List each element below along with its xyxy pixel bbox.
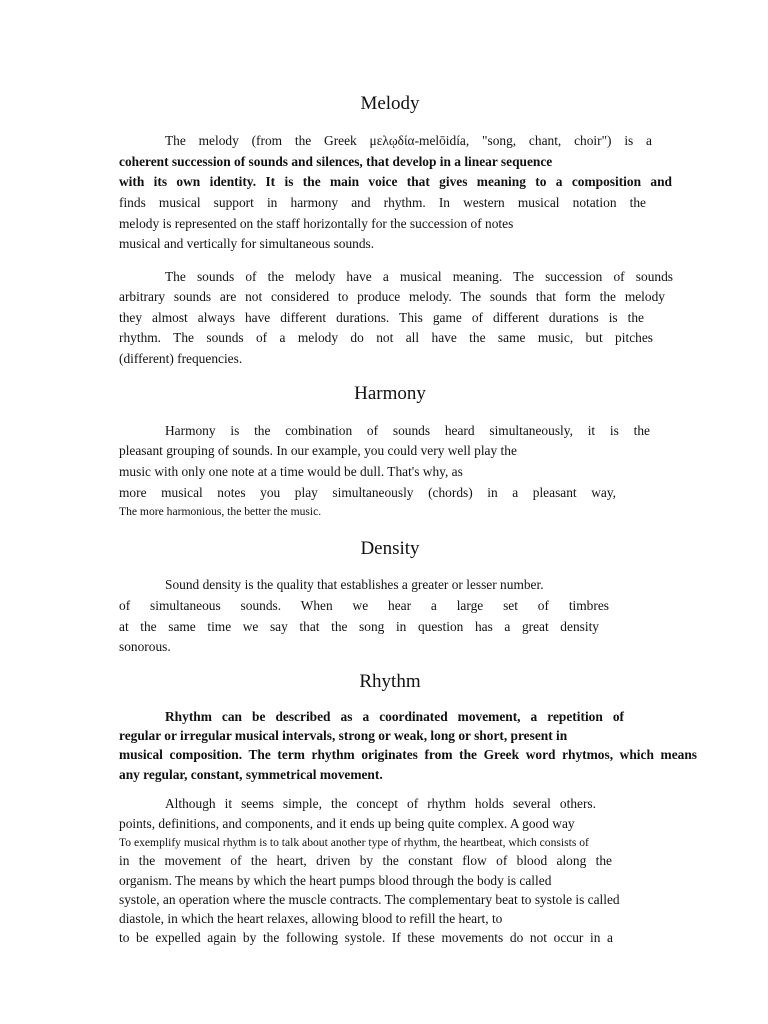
paragraph-line: The melody (from the Greek μελῳδία-melōidía, "song, chant, choir") is a — [165, 133, 652, 148]
paragraph-line: Although it seems simple, the concept of rhythm holds several others. — [165, 796, 596, 811]
paragraph-line: To exemplify musical rhythm is to talk about another type of rhythm, the heartbeat, which consists of — [119, 836, 589, 849]
harmony-heading: Harmony — [354, 383, 426, 404]
paragraph-line: The sounds of the melody have a musical meaning. The succession of sounds — [165, 269, 673, 284]
rhythm-heading: Rhythm — [359, 671, 421, 692]
paragraph-line: musical and vertically for simultaneous sounds. — [119, 236, 375, 251]
paragraph-line: sonorous. — [119, 639, 171, 654]
paragraph-line: diastole, in which the heart relaxes, allowing blood to refill the heart, to — [119, 911, 503, 926]
paragraph-line: Harmony is the combination of sounds heard simultaneously, it is the — [165, 423, 650, 438]
paragraph-line: musical composition. The term rhythm originates from the Greek word rhytmos, which means — [119, 747, 697, 762]
paragraph-line: pleasant grouping of sounds. In our example, you could very well play the — [119, 443, 517, 458]
paragraph-line: to be expelled again by the following systole. If these movements do not occur in a — [119, 930, 613, 945]
melody-heading: Melody — [360, 93, 420, 114]
paragraph-line: finds musical support in harmony and rhythm. In western musical notation the — [119, 195, 646, 210]
paragraph-line: Rhythm can be described as a coordinated movement, a repetition of — [165, 709, 624, 724]
paragraph-line: rhythm. The sounds of a melody do not all have the same music, but pitches — [119, 330, 653, 345]
paragraph-line: organism. The means by which the heart pumps blood through the body is called — [119, 873, 552, 888]
paragraph-line: they almost always have different durations. This game of different durations is the — [119, 310, 644, 325]
paragraph-line: (different) frequencies. — [119, 351, 243, 366]
paragraph-line: points, definitions, and components, and it ends up being quite complex. A good way — [119, 816, 575, 831]
paragraph-line: coherent succession of sounds and silences, that develop in a linear sequence — [119, 154, 553, 169]
density-heading: Density — [360, 538, 420, 559]
paragraph-line: regular or irregular musical intervals, strong or weak, long or short, present in — [119, 728, 568, 743]
paragraph-line: more musical notes you play simultaneously (chords) in a pleasant way, — [119, 485, 616, 500]
paragraph-line: melody is represented on the staff horizontally for the succession of notes — [119, 216, 514, 231]
paragraph-line: The more harmonious, the better the music. — [119, 505, 322, 518]
paragraph-line: of simultaneous sounds. When we hear a large set of timbres — [119, 598, 609, 613]
paragraph-line: in the movement of the heart, driven by the constant flow of blood along the — [119, 853, 612, 868]
paragraph-line: at the same time we say that the song in question has a great density — [119, 619, 599, 634]
paragraph-line: Sound density is the quality that establishes a greater or lesser number. — [165, 577, 544, 592]
paragraph-line: systole, an operation where the muscle contracts. The complementary beat to systole is called — [119, 892, 620, 907]
paragraph-line: arbitrary sounds are not considered to produce melody. The sounds that form the melody — [119, 289, 665, 304]
paragraph-line: any regular, constant, symmetrical movement. — [119, 767, 383, 782]
paragraph-line: music with only one note at a time would be dull. That's why, as — [119, 464, 463, 479]
paragraph-line: with its own identity. It is the main voice that gives meaning to a composition and — [119, 174, 672, 189]
